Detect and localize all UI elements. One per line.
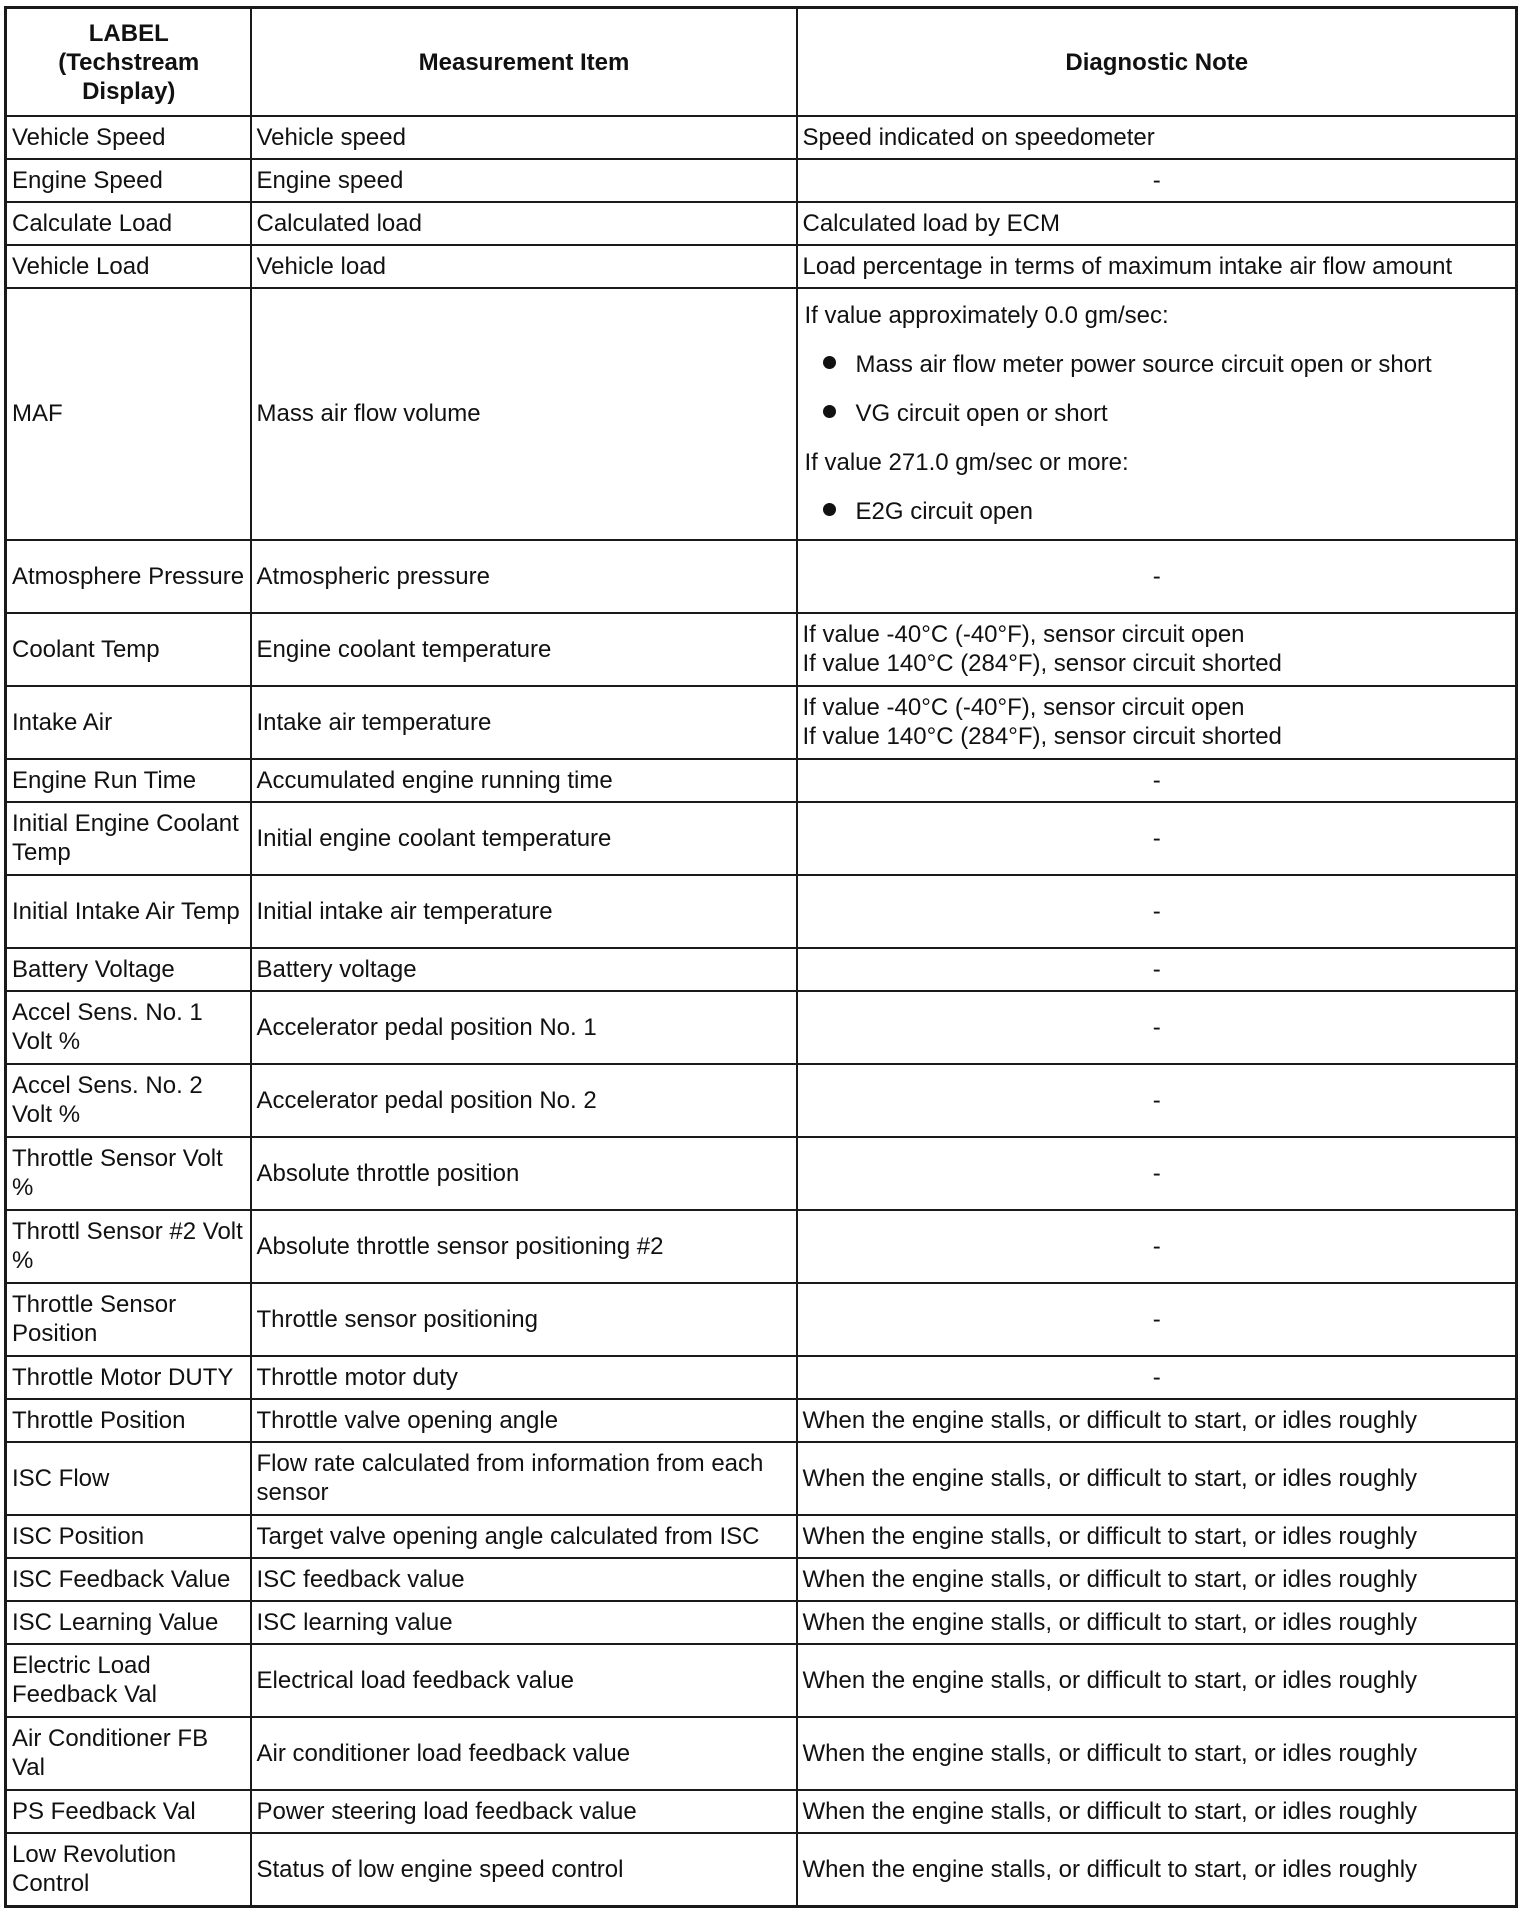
note-bullet-text: VG circuit open or short	[855, 400, 1108, 427]
measurement-cell: Engine coolant temperature	[251, 613, 797, 686]
label-cell: Initial Intake Air Temp	[6, 875, 251, 948]
note-bullet-item	[803, 389, 1512, 438]
label-cell: Vehicle Speed	[6, 116, 251, 159]
note-cell: -	[797, 991, 1517, 1064]
label-cell: ISC Learning Value	[6, 1601, 251, 1644]
note-cell: When the engine stalls, or difficult to start, or idles roughly	[797, 1833, 1517, 1907]
measurement-cell: Battery voltage	[251, 948, 797, 991]
measurement-cell: Power steering load feedback value	[251, 1790, 797, 1833]
table-row	[6, 1137, 1517, 1210]
measurement-cell: Target valve opening angle calculated from ISC	[251, 1515, 797, 1558]
bullet-icon	[823, 356, 836, 369]
label-cell: Calculate Load	[6, 202, 251, 245]
note-cell: When the engine stalls, or difficult to start, or idles roughly	[797, 1558, 1517, 1601]
measurement-cell: Mass air flow volume	[251, 288, 797, 540]
note-cell: -	[797, 802, 1517, 875]
table-row	[6, 1833, 1517, 1907]
label-cell: Battery Voltage	[6, 948, 251, 991]
note-bullet-text: E2G circuit open	[855, 498, 1033, 525]
table-row	[6, 159, 1517, 202]
table-row	[6, 802, 1517, 875]
label-cell: Engine Run Time	[6, 759, 251, 802]
measurement-cell: Air conditioner load feedback value	[251, 1717, 797, 1790]
note-cell	[797, 686, 1517, 759]
measurement-cell: Calculated load	[251, 202, 797, 245]
table-row	[6, 1558, 1517, 1601]
measurement-cell: Throttle sensor positioning	[251, 1283, 797, 1356]
label-cell: ISC Flow	[6, 1442, 251, 1515]
table-row	[6, 1601, 1517, 1644]
label-cell: PS Feedback Val	[6, 1790, 251, 1833]
table-row	[6, 759, 1517, 802]
table-row	[6, 1790, 1517, 1833]
table-row	[6, 202, 1517, 245]
note-cell: -	[797, 1064, 1517, 1137]
label-header-line-1: LABEL	[88, 20, 169, 47]
data-list-table	[4, 6, 1518, 1908]
label-cell: Accel Sens. No. 2 Volt %	[6, 1064, 251, 1137]
note-cell	[797, 613, 1517, 686]
measurement-cell: Throttle valve opening angle	[251, 1399, 797, 1442]
label-cell: Throttle Motor DUTY	[6, 1356, 251, 1399]
table-row	[6, 1283, 1517, 1356]
note-cell: -	[797, 1283, 1517, 1356]
table-row	[6, 686, 1517, 759]
note-cell: -	[797, 1356, 1517, 1399]
note-cell: -	[797, 159, 1517, 202]
table-row	[6, 1399, 1517, 1442]
note-intro-line: If value approximately 0.0 gm/sec:	[804, 302, 1169, 329]
measurement-cell: ISC learning value	[251, 1601, 797, 1644]
note-cell: When the engine stalls, or difficult to start, or idles roughly	[797, 1644, 1517, 1717]
table-row	[6, 948, 1517, 991]
measurement-cell: Accelerator pedal position No. 1	[251, 991, 797, 1064]
table-row	[6, 288, 1517, 540]
table-row	[6, 1717, 1517, 1790]
bullet-icon	[823, 405, 836, 418]
label-column-header	[6, 8, 251, 117]
label-cell: Throttle Position	[6, 1399, 251, 1442]
table-row	[6, 1515, 1517, 1558]
measurement-cell: Flow rate calculated from information from each sensor	[251, 1442, 797, 1515]
table-row	[6, 245, 1517, 288]
note-cell: When the engine stalls, or difficult to start, or idles roughly	[797, 1790, 1517, 1833]
note-cell: -	[797, 1210, 1517, 1283]
measurement-cell: Accelerator pedal position No. 2	[251, 1064, 797, 1137]
note-cell: Load percentage in terms of maximum intake air flow amount	[797, 245, 1517, 288]
measurement-cell: Engine speed	[251, 159, 797, 202]
measurement-cell: Accumulated engine running time	[251, 759, 797, 802]
note-bullet-item	[803, 487, 1512, 536]
measurement-cell: Status of low engine speed control	[251, 1833, 797, 1907]
label-cell: Throttle Sensor Volt %	[6, 1137, 251, 1210]
label-cell: Throttle Sensor Position	[6, 1283, 251, 1356]
table-row	[6, 1356, 1517, 1399]
note-cell: -	[797, 1137, 1517, 1210]
label-cell: Intake Air	[6, 686, 251, 759]
note-cell	[797, 288, 1517, 540]
note-cell: When the engine stalls, or difficult to start, or idles roughly	[797, 1442, 1517, 1515]
measurement-cell: Intake air temperature	[251, 686, 797, 759]
label-cell: Engine Speed	[6, 159, 251, 202]
note-line: If value -40°C (-40°F), sensor circuit open	[802, 694, 1245, 721]
label-cell: Low Revolution Control	[6, 1833, 251, 1907]
measurement-cell: ISC feedback value	[251, 1558, 797, 1601]
note-cell: -	[797, 759, 1517, 802]
table-row	[6, 116, 1517, 159]
measurement-cell: Throttle motor duty	[251, 1356, 797, 1399]
label-cell: ISC Position	[6, 1515, 251, 1558]
note-cell: -	[797, 948, 1517, 991]
note-bullet-text: Mass air flow meter power source circuit open or short	[855, 351, 1432, 378]
label-cell: Atmosphere Pressure	[6, 540, 251, 613]
note-cell: When the engine stalls, or difficult to start, or idles roughly	[797, 1601, 1517, 1644]
measurement-cell: Absolute throttle sensor positioning #2	[251, 1210, 797, 1283]
note-column-header: Diagnostic Note	[797, 8, 1517, 117]
label-cell: Electric Load Feedback Val	[6, 1644, 251, 1717]
measurement-cell: Absolute throttle position	[251, 1137, 797, 1210]
measurement-cell: Electrical load feedback value	[251, 1644, 797, 1717]
note-line: If value 140°C (284°F), sensor circuit shorted	[802, 650, 1282, 677]
note-cell: When the engine stalls, or difficult to start, or idles roughly	[797, 1515, 1517, 1558]
bullet-icon	[823, 503, 836, 516]
note-line: If value -40°C (-40°F), sensor circuit open	[802, 621, 1245, 648]
label-cell: Throttl Sensor #2 Volt %	[6, 1210, 251, 1283]
note-bullet-item	[803, 340, 1512, 389]
label-header-line-2: (Techstream	[58, 49, 200, 76]
table-row	[6, 1064, 1517, 1137]
table-row	[6, 1442, 1517, 1515]
note-intro-line: If value 271.0 gm/sec or more:	[804, 449, 1129, 476]
measurement-cell: Initial intake air temperature	[251, 875, 797, 948]
table-row	[6, 1210, 1517, 1283]
note-cell: -	[797, 540, 1517, 613]
table-header-row	[6, 8, 1517, 117]
table-row	[6, 540, 1517, 613]
table-row	[6, 875, 1517, 948]
table-row	[6, 613, 1517, 686]
table-row	[6, 991, 1517, 1064]
measurement-cell: Initial engine coolant temperature	[251, 802, 797, 875]
note-cell: -	[797, 875, 1517, 948]
label-cell: Air Conditioner FB Val	[6, 1717, 251, 1790]
document-page	[4, 6, 1515, 1908]
table-row	[6, 1644, 1517, 1717]
note-cell: When the engine stalls, or difficult to start, or idles roughly	[797, 1399, 1517, 1442]
measurement-cell: Atmospheric pressure	[251, 540, 797, 613]
label-cell: Accel Sens. No. 1 Volt %	[6, 991, 251, 1064]
label-cell: MAF	[6, 288, 251, 540]
label-header-line-3: Display)	[82, 78, 176, 105]
measurement-cell: Vehicle speed	[251, 116, 797, 159]
note-line: If value 140°C (284°F), sensor circuit shorted	[802, 723, 1282, 750]
measurement-column-header: Measurement Item	[251, 8, 797, 117]
label-cell: Vehicle Load	[6, 245, 251, 288]
label-cell: Initial Engine Coolant Temp	[6, 802, 251, 875]
note-cell: When the engine stalls, or difficult to start, or idles roughly	[797, 1717, 1517, 1790]
note-cell: Calculated load by ECM	[797, 202, 1517, 245]
label-cell: Coolant Temp	[6, 613, 251, 686]
note-cell: Speed indicated on speedometer	[797, 116, 1517, 159]
label-cell: ISC Feedback Value	[6, 1558, 251, 1601]
measurement-cell: Vehicle load	[251, 245, 797, 288]
